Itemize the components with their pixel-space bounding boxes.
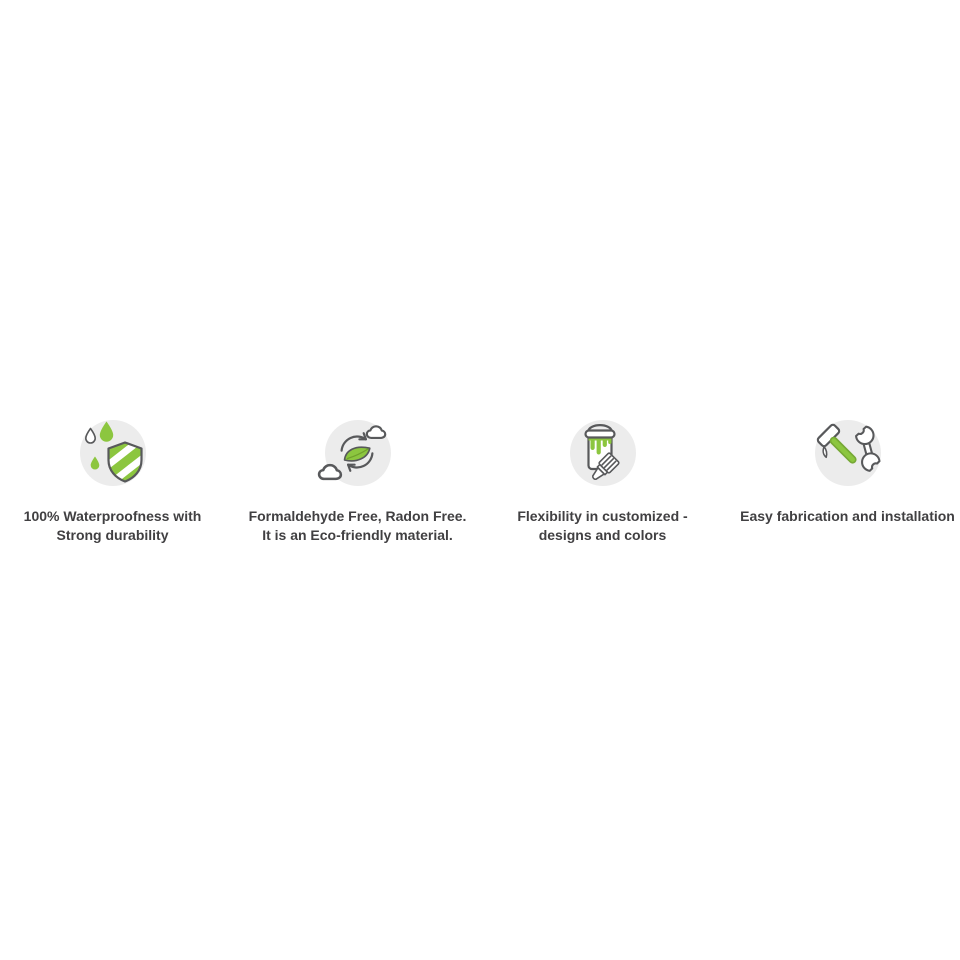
caption-line: 100% Waterproofness with [23,508,202,524]
eco-recycle-leaf-icon [324,419,392,487]
feature-caption [725,507,960,526]
feature-caption [480,507,725,545]
caption-line: Strong durability [56,527,169,543]
feature-row [0,419,960,545]
feature-waterproofness [0,419,235,545]
feature-eco-friendly [235,419,480,545]
hammer-wrench-icon [814,419,882,487]
feature-caption [235,507,480,545]
caption-line: Easy fabrication and installation [740,508,955,524]
feature-flexibility [480,419,725,545]
caption-line: Flexibility in customized - [517,508,688,524]
feature-caption [0,507,235,545]
caption-line: designs and colors [538,527,667,543]
caption-line: Formaldehyde Free, Radon Free. [248,508,467,524]
waterproof-shield-icon [79,419,147,487]
paint-bucket-brush-icon [569,419,637,487]
feature-easy-fabrication [725,419,960,545]
caption-line: It is an Eco-friendly material. [262,527,453,543]
